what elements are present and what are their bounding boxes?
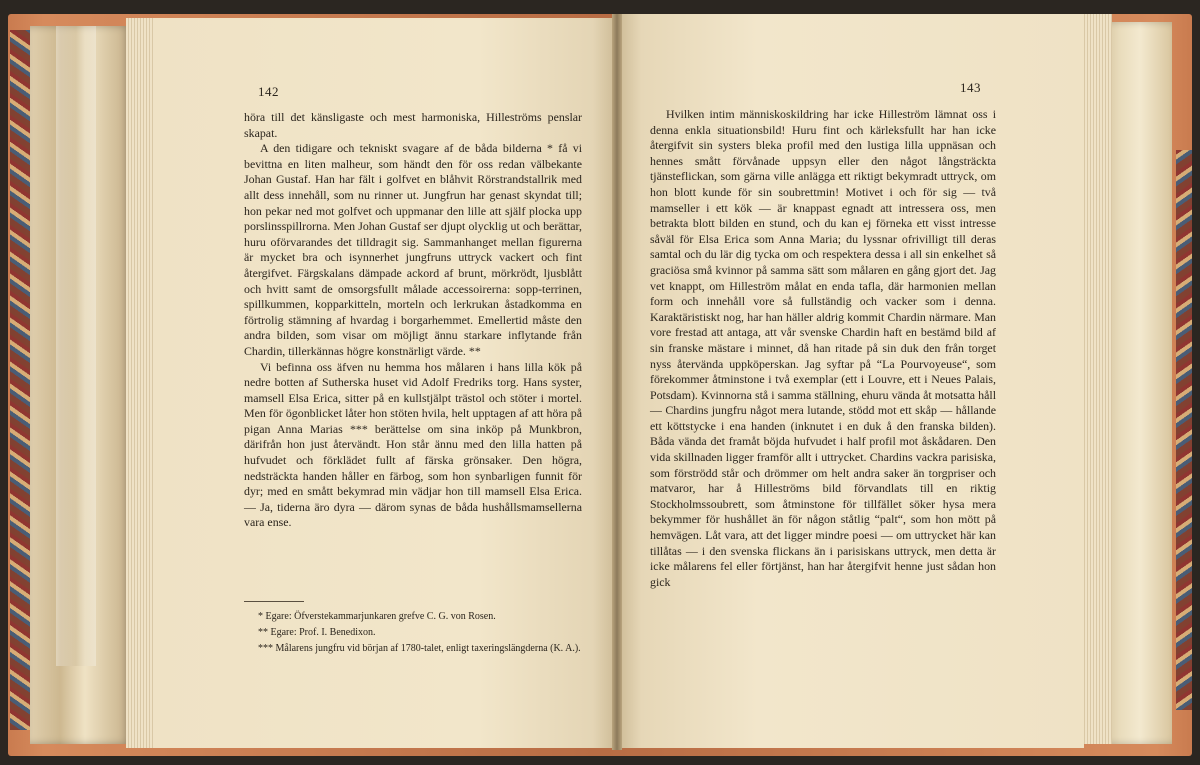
- page-number: 143: [960, 80, 981, 95]
- paragraph: Hvilken intim människoskildring har icke Hilleström lämnat oss i denna enkla situationsbild! Huru fint och kärleksfullt har han icke återgifvit sin systers bleka profil med den lustiga lilla uppnäsan och hennes smått förvånade uppsyn eller den något långsträckta tjänsteflickan, som gärna ville anlägga ett riktigt bekymradt uttryck, om hon blott kunde för sin soubrettmin! Motivet i och för sig — två mamseller i ett kök — är knappast egnadt att intressera oss, men betrakta blott bilden en stund, och du kan ej förneka ett visst intresse såväl för Elsa Erica som Anna Maria; du lyssnar ofrivilligt till deras samtal och du lär dig tycka om och respektera dessa i all sin enkelhet så graciösa små kvinnor på samma sätt som målaren en gång gjort det. Jag vet knappt, om Hilleström målat en enda tafla, där harmonien mellan form och innehåll vore så fullständig och vacker som i denna. Karaktäristiskt nog, har han häller aldrig kommit Chardin närmare. Man vore frestad att antaga, att vår svenske Chardin haft en bestämd bild af sin franske mästare i minnet, då han ritade på sin duk den från torget nyss återvända uppköperskan. Jag syftar på “La Pourvoyeuse“, som förekommer åtminstone i två exemplar (ett i Louvre, ett i Neues Palais, Potsdam). Kvinnorna stå i samma ställning, ehuru vända åt motsatta håll — Chardins jungfru något mera lutande, stödd mot ett skåp — hållande ett köttstycke i ena handen (inknutet i en duk å den franska bilden). Båda vända det framåt böjda hufvudet i half profil mot åskådaren. Den vida skillnaden ligger framför allt i uttrycket. Chardins vackra parisiska, som förströdd står och drömmer om helt andra saker än torgpriser och matvaror, har å Hilleströms bild förvandlats till en riktig Stockholmssoubrett, som åtminstone för tillfället söker hysa mera bekymmer för hushållet än för någon ståtlig “palt“, som hon mött på hemvägen. Låt vara, att det ligger mindre poesi — om uttrycket här kan tillåtas — i den svenska flickans än i parisiskans uttryck, men detta är icke målarens fel eller förtjänst, han har återgifvit henne just sådan hon gick: [650, 107, 996, 589]
- footnote: * Egare: Öfverstekammarjunkaren grefve C. G. von Rosen.: [258, 611, 496, 622]
- page-edges-left: [126, 18, 156, 748]
- body-text: [650, 107, 996, 590]
- marbled-endpaper-left: [10, 30, 30, 730]
- right-page: [618, 14, 1084, 748]
- paragraph: A den tidigare och tekniskt svagare af de båda bilderna * få vi bevittna en liten malheur, som händt den för oss redan välbekante Johan Gustaf. Han har fält i golfvet en blåhvit Rörstrandstallrik med allt dess innehåll, som nu rinner ut. Jungfrun har genast skyndat till; hon pekar ned mot golfvet och uppmanar den lille att själf plocka upp porslinsspillrorna. Men Johan Gustaf ser djupt olycklig ut och berättar, huru oförvarandes det tilldragit sig. Sammanhanget mellan figurerna är mycket bra och isynnerhet jungfruns uttryck vackert och fint återgifvet. Färgskalans dämpade ackord af brunt, mörkrödt, ljusblått och hvitt samt de omsorgsfullt målade accessoirerna: sopp-terrinen, spillkummen, kopparkitteln, morteln och lerkrukan åstadkomma en förtrolig stämning af hvardag i borgarhemmet. Emellertid måste den andra bilden, som visar om möjligt ännu starkare inflytande från Chardin, tillerkännas högre konstnärligt värde. **: [244, 141, 582, 358]
- paragraph: höra till det känsligaste och mest harmoniska, Hilleströms penslar skapat.: [244, 110, 582, 140]
- marbled-endpaper-right: [1176, 150, 1192, 710]
- footnote-rule: [244, 601, 304, 602]
- flyleaf-left: [30, 26, 130, 744]
- footnotes: [244, 610, 582, 658]
- page-edges-right: [1082, 14, 1112, 744]
- book-gutter: [612, 14, 622, 750]
- page-number: 142: [258, 84, 279, 99]
- paragraph: Vi befinna oss äfven nu hemma hos målaren i hans lilla kök på nedre botten af Sutherska huset vid Adolf Fredriks torg. Hans syster, mamsell Elsa Erica, sitter på en kullstjälpt trästol och stöter i mortel. Men för ögonblicket låter hon stöten hvila, helt upptagen af att höra på pigan Anna Marias *** berättelse om sina inköp på Munkbron, därifrån hon just återvändt. Hon står ännu med den lilla hatten på hufvudet och förklädet fullt af färska grönsaker. Den högra, nedsträckta handen håller en färbog, som hon synbarligen funnit för dyr; med en smått bekymrad min vädjar hon till mamsell Elsa Erica. — Ja, tiderna äro dyra — därom synas de båda hushållsmamsellerna vara ense.: [244, 359, 582, 530]
- left-page: [154, 18, 616, 748]
- footnote: *** Målarens jungfru vid början af 1780-talet, enligt taxeringslängderna (K. A.).: [258, 643, 581, 654]
- body-text: [244, 110, 582, 531]
- footnote: ** Egare: Prof. I. Benedixon.: [258, 627, 376, 638]
